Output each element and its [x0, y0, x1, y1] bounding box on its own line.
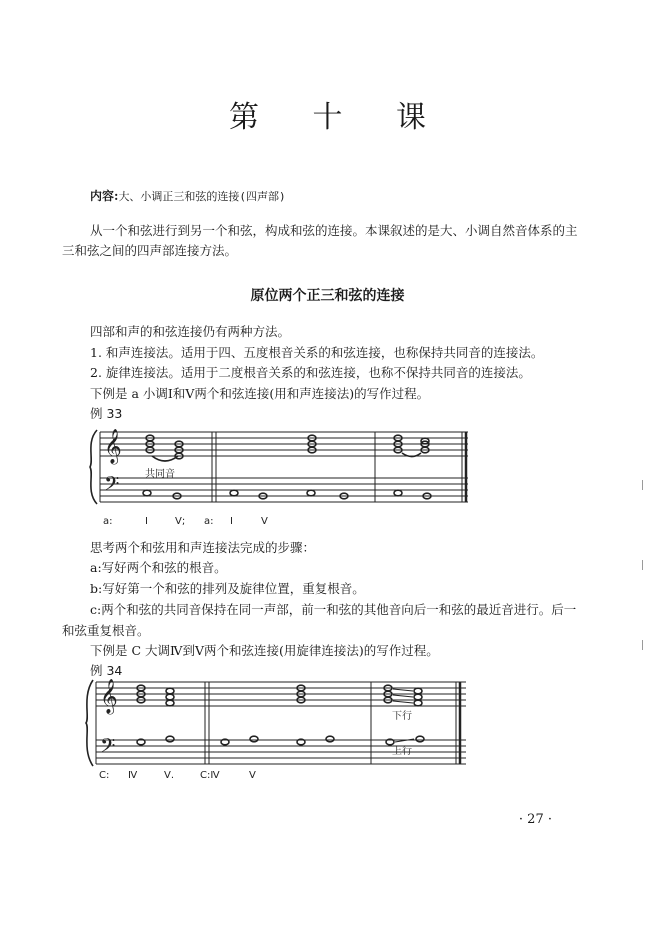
step-c-line-1: c:两个和弦的共同音保持在同一声部，前一和弦的其他音向后一和弦的最近音进行。后一 — [90, 602, 577, 617]
intro-line-2: 三和弦之间的四声部连接方法。 — [62, 243, 238, 258]
treble-clef-icon-2: 𝄞 — [100, 679, 118, 714]
analysis-33-2: Ⅴ; — [175, 516, 186, 527]
method-item-1: 1. 和声连接法。适用于四、五度根音关系的和弦连接，也称保持共同音的连接法。 — [90, 345, 544, 360]
analysis-34-0: C: — [99, 770, 110, 781]
treble-clef-icon: 𝄞 — [104, 429, 122, 464]
example33-score — [0, 420, 655, 530]
example34-annotation-upper: 下行 — [392, 711, 412, 722]
scan-edge-mark — [642, 640, 643, 650]
analysis-34-2: Ⅴ. — [164, 770, 175, 781]
methods-intro: 四部和声的和弦连接仍有两种方法。 — [90, 324, 291, 339]
example34-label: 例 34 — [90, 663, 123, 678]
analysis-33-5: Ⅴ — [261, 516, 268, 527]
analysis-33-1: Ⅰ — [145, 516, 148, 527]
lesson-content — [90, 187, 286, 204]
analysis-33-3: a: — [204, 516, 214, 527]
intro-line-1: 从一个和弦进行到另一个和弦，构成和弦的连接。本课叙述的是大、小调自然音体系的主 — [90, 223, 578, 238]
analysis-34-3: C:Ⅳ — [200, 770, 220, 781]
method-item-2: 2. 旋律连接法。适用于二度根音关系的和弦连接，也称不保持共同音的连接法。 — [90, 365, 531, 380]
section-title: 原位两个正三和弦的连接 — [250, 288, 405, 304]
bass-clef-icon: 𝄢 — [104, 472, 120, 500]
content-label: 内容: — [90, 189, 119, 203]
steps-intro: 思考两个和弦用和声连接法完成的步骤： — [90, 540, 316, 555]
example34-intro: 下例是 C 大调Ⅳ到Ⅴ两个和弦连接(用旋律连接法)的写作过程。 — [90, 643, 439, 658]
analysis-34-1: Ⅳ — [128, 770, 138, 781]
example33-annotation: 共同音 — [145, 469, 175, 480]
analysis-34-4: Ⅴ — [249, 770, 256, 781]
step-c-line-2: 和弦重复根音。 — [62, 623, 150, 638]
step-b: b:写好第一个和弦的排列及旋律位置，重复根音。 — [90, 581, 365, 596]
example33-intro: 下例是 a 小调Ⅰ和Ⅴ两个和弦连接(用和声连接法)的写作过程。 — [90, 386, 430, 401]
example33-label: 例 33 — [90, 406, 123, 421]
analysis-33-0: a: — [103, 516, 113, 527]
scan-edge-mark — [642, 480, 643, 490]
example34-score — [0, 672, 655, 784]
page-number: · 27 · — [518, 812, 552, 827]
page-title: 第 十 课 — [228, 100, 449, 135]
scan-edge-mark — [642, 560, 643, 570]
bass-clef-icon-2: 𝄢 — [100, 734, 116, 762]
content-text: 大、小调正三和弦的连接(四声部) — [118, 190, 286, 203]
step-a: a:写好两个和弦的根音。 — [90, 560, 227, 575]
analysis-33-4: Ⅰ — [230, 516, 233, 527]
example34-annotation-lower: 上行 — [392, 746, 412, 757]
